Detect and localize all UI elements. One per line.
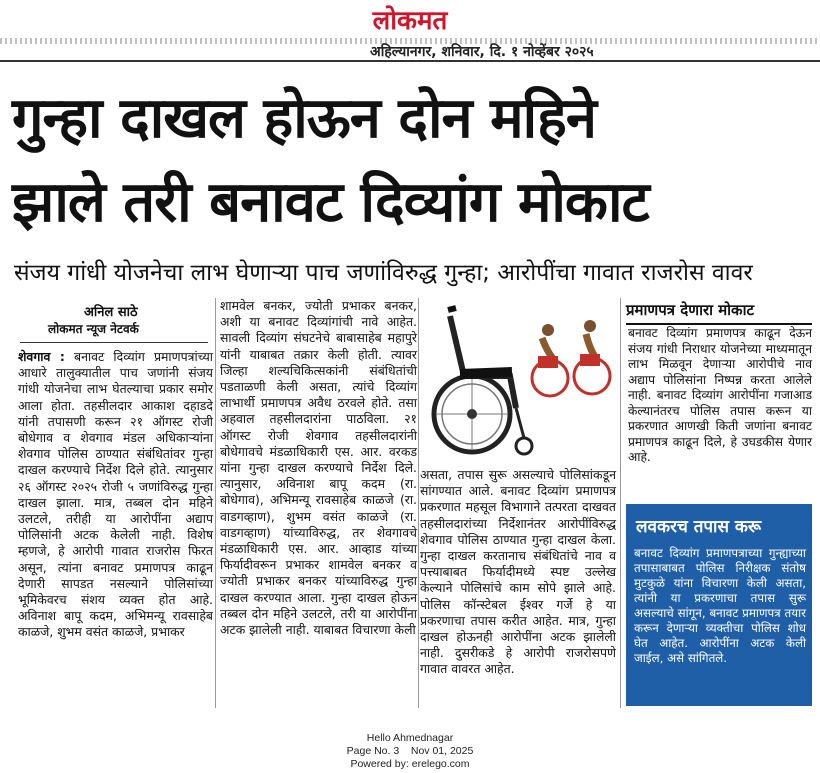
byline-organization: लोकमत न्यूज नेटवर्क [48, 322, 139, 336]
wheelchair-illustration-icon [420, 296, 616, 466]
article-column-2: शामवेल बनकर, ज्योती प्रभाकर बनकर, अशी या बनावट दिव्यांगांची नावे आहेत. सावली दिव्यांग संघटनेचे बाबासाहेब महापुरे यांनी याबाबत तक्रार केली होती. त्यावर जिल्हा शल्यचिकित्सकांनी संबंधितांची पडताळणी केली असता, त्यांचे दिव्यांग लाभार्थी प्रमाणपत्र अवैध ठरवले होते. तसा अहवाल तहसीलदारांना पाठविला. २१ ऑगस्ट रोजी शेवगाव तहसीलदारांनी बोधेगावचे मंडळाधिकारी एस. आर. वरकड यांना गुन्हा दाखल करण्याचे निर्देश दिले. त्यानुसार, अविनाश बापू कदम (रा. बोधेगाव), अभिमन्यू रावसाहेब काळजे (रा. वाडगव्हाण), शुभम वसंत काळजे (रा. वाडगव्हाण) यांच्याविरुद्ध, तर शेवगावचे मंडळाधिकारी एस. आर. आव्हाड यांच्या फिर्यादीवरून प्रभाकर शामवेल बनकर व ज्योती प्रभाकर बनकर यांच्याविरुद्ध गुन्हा दाखल करण्यात आला. गुन्हा दाखल होऊन तब्बल दोन महिने उलटले, तरी या आरोपींना अटक झालेली नाही. याबाबत विचारणा केली [220, 298, 417, 638]
dateline-rule [0, 60, 820, 62]
column-divider [418, 298, 419, 708]
page-footer [300, 732, 520, 771]
article-column-1 [18, 349, 213, 641]
byline-rule [20, 342, 208, 343]
headline-line-2: झाले तरी बनावट दिव्यांग मोकाट [12, 170, 649, 235]
footer-powered-by: Powered by: erelego.com [350, 758, 470, 770]
article-dateline: शेवगाव : [18, 349, 65, 364]
headline-line-1: गुन्हा दाखल होऊन दोन महिने [12, 86, 596, 151]
dateline: अहिल्यानगर, शनिवार, दि. १ नोव्हेंबर २०२५ [370, 44, 594, 60]
masthead-logo: लोकमत [372, 6, 448, 36]
subheadline: संजय गांधी योजनेचा लाभ घेणाऱ्या पाच जणांविरुद्ध गुन्हा; आरोपींचा गावात राजरोस वावर [14, 260, 753, 286]
callout-title: लवकरच तपास करू [636, 517, 762, 537]
article-column-1-text: बनावट दिव्यांग प्रमाणपत्रांच्या आधारे तालुक्यातील पाच जणांनी संजय गांधी योजनेचा लाभ घेतल्याचा प्रकार समोर आला होता. तहसीलदार आकाश दहाडदे यांनी तपासणी करून २१ ऑगस्ट रोजी बोधेगाव व शेवगाव मंडल अधिकाऱ्यांना शेवगाव पोलिस ठाण्यात संबंधितांवर गुन्हा दाखल करण्याचे निर्देश दिले होते. त्यानुसार २६ ऑगस्ट २०२५ रोजी ५ जणांविरुद्ध गुन्हा दाखल झाला. मात्र, तब्बल दोन महिने उलटले, तरीही या आरोपींना अद्याप पोलिसांनी अटक केलेली नाही. विशेष म्हणजे, हे आरोपी गावात राजरोस फिरत असून, त्यांना बनावट प्रमाणपत्र काढून देणारी सापडत नसल्याने पोलिसांच्या भूमिकेवरच संशय व्यक्त होत आहे. अविनाश बापू कदम, अभिमन्यू रावसाहेब काळजे, शुभम वसंत काळजे, प्रभाकर [18, 349, 213, 640]
callout-text: बनावट दिव्यांग प्रमाणपत्राच्या गुन्ह्याच्या तपासाबाबत पोलिस निरीक्षक संतोष मुटकुळे यांना विचारणा केली असता, त्यांनी या प्रकरणाचा तपास सुरू असल्याचे सांगून, बनावट प्रमाणपत्र तयार करून देणाऱ्या व्यक्तीचा पोलिस शोध घेत आहेत. आरोपींना अटक केली जाईल, असे सांगितले. [634, 546, 806, 665]
column-divider [215, 298, 216, 708]
column-divider [620, 298, 621, 708]
footer-publication: Hello Ahmednagar [366, 732, 454, 744]
article-column-3: असता, तपास सुरू असल्याचे पोलिसांकडून सांगण्यात आले. बनावट दिव्यांग प्रमाणपत्र प्रकरणात महसूल विभागाने तत्परता दाखवत तहसीलदारांच्या निर्देशानंतर आरोपींविरुद्ध शेवगाव पोलिस ठाण्यात गुन्हा दाखल केला. गुन्हा दाखल करतानाच संबंधितांचे नाव व पत्त्याबाबत फिर्यादीमध्ये स्पष्ट उल्लेख केल्याने पोलिसांचे काम सोपे झाले आहे. पोलिस कॉन्स्टेबल ईश्वर गर्जे हे या प्रकरणाचा तपास करीत आहेत. मात्र, गुन्हा दाखल होऊनही आरोपींना अटक झालेली नाही. दुसरीकडे हे आरोपी राजरोसपणे गावात वावरत आहेत. [420, 467, 616, 677]
sidebar-text: बनावट दिव्यांग प्रमाणपत्र काढून देऊन संजय गांधी निराधार योजनेच्या माध्यमातून लाभ मिळवून देणाऱ्या आरोपीचे नाव अद्याप पोलिसांना निष्पन्न करता आलेले नाही. बनावट दिव्यांग आरोपींना गजाआड केल्यानंतरच पोलिस तपास करून या प्रकरणात आणखी किती जणांना बनावट प्रमाणपत्र काढून दिले, हे उघडकीस येणार आहे. [628, 326, 812, 464]
byline-author: अनिल साठे [84, 305, 138, 320]
sidebar-title: प्रमाणपत्र देणारा मोकाट [626, 300, 812, 325]
footer-page-date: Page No. 3 Nov 01, 2025 [346, 745, 474, 757]
